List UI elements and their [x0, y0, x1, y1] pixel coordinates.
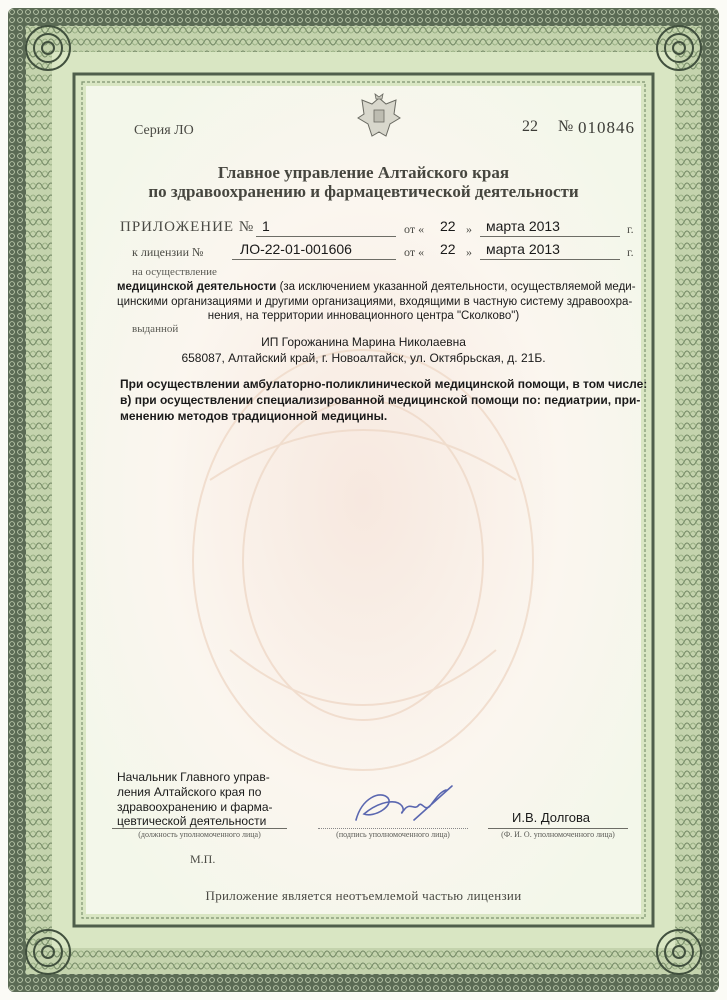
- activity-line1-rest: (за исключением указанной деятельности, осуществляемой меди-: [276, 281, 636, 293]
- footer-note: Приложение является неотъемлемой частью лицензии: [205, 888, 522, 903]
- handwritten-signature: [344, 780, 464, 830]
- license-year-suffix: г.: [627, 245, 634, 259]
- position-caption: (должность уполномоченного лица): [138, 830, 261, 839]
- services-line1: При осуществлении амбулаторно-поликлинической медицинской помощи, в том числе:: [120, 377, 648, 391]
- license-from-label: от «: [404, 245, 425, 259]
- license-close-quote: »: [466, 245, 472, 259]
- activity-label: на осуществление: [132, 266, 217, 278]
- series-label: Серия ЛО: [134, 123, 194, 138]
- activity-line3: нения, на территории инновационного центра "Сколково"): [207, 310, 520, 322]
- license-number-line: [232, 259, 396, 260]
- name-caption: (Ф. И. О. уполномоченного лица): [501, 830, 615, 839]
- activity-bold-text: медицинской деятельности: [117, 281, 277, 293]
- signatory-name: И.В. Долгова: [512, 810, 591, 825]
- appendix-from-label: от «: [404, 222, 425, 236]
- license-day: 22: [440, 241, 456, 257]
- coat-of-arms-icon: [356, 92, 402, 142]
- license-number: ЛО-22-01-001606: [240, 241, 352, 257]
- signatory-position-line1: Начальник Главного управ-: [117, 770, 270, 784]
- activity-line1: [117, 281, 636, 293]
- appendix-month-year: марта 2013: [486, 218, 560, 234]
- position-line: [112, 828, 287, 829]
- appendix-number-line: [256, 236, 396, 237]
- number-sign: №: [558, 118, 574, 135]
- services-line2: в) при осуществлении специализированной медицинской помощи по: педиатрии, при-: [120, 393, 641, 407]
- appendix-number: 1: [262, 218, 270, 234]
- appendix-label: ПРИЛОЖЕНИЕ №: [120, 219, 255, 235]
- appendix-day: 22: [440, 218, 456, 234]
- appendix-date-line: [480, 236, 620, 237]
- activity-line2: цинскими организациями и другими организациями, входящими в частную систему здравоохра-: [117, 296, 633, 308]
- appendix-close-quote: »: [466, 222, 472, 236]
- region-code: 22: [522, 118, 538, 135]
- authority-title-line1: Главное управление Алтайского края: [217, 163, 510, 182]
- authority-title-line2: по здравоохранению и фармацевтической деятельности: [148, 182, 579, 201]
- licensee-name: ИП Горожанина Марина Николаевна: [261, 335, 466, 349]
- issued-label: выданной: [132, 323, 179, 335]
- name-line: [488, 828, 628, 829]
- license-label: к лицензии №: [132, 245, 204, 259]
- form-number: 010846: [578, 118, 635, 137]
- stamp-label: М.П.: [190, 852, 216, 866]
- licensee-address: 658087, Алтайский край, г. Новоалтайск, ул. Октябрьская, д. 21Б.: [181, 351, 546, 365]
- signatory-position-line2: ления Алтайского края по: [117, 785, 262, 799]
- signatory-position-line4: цевтической деятельности: [117, 814, 267, 828]
- services-line3: менению методов традиционной медицины.: [120, 409, 388, 423]
- signatory-position-line3: здравоохранению и фарма-: [117, 800, 273, 814]
- signature-line: [318, 828, 468, 829]
- license-date-line: [480, 259, 620, 260]
- signature-caption: (подпись уполномоченного лица): [336, 830, 450, 839]
- appendix-year-suffix: г.: [627, 222, 634, 236]
- license-month-year: марта 2013: [486, 241, 560, 257]
